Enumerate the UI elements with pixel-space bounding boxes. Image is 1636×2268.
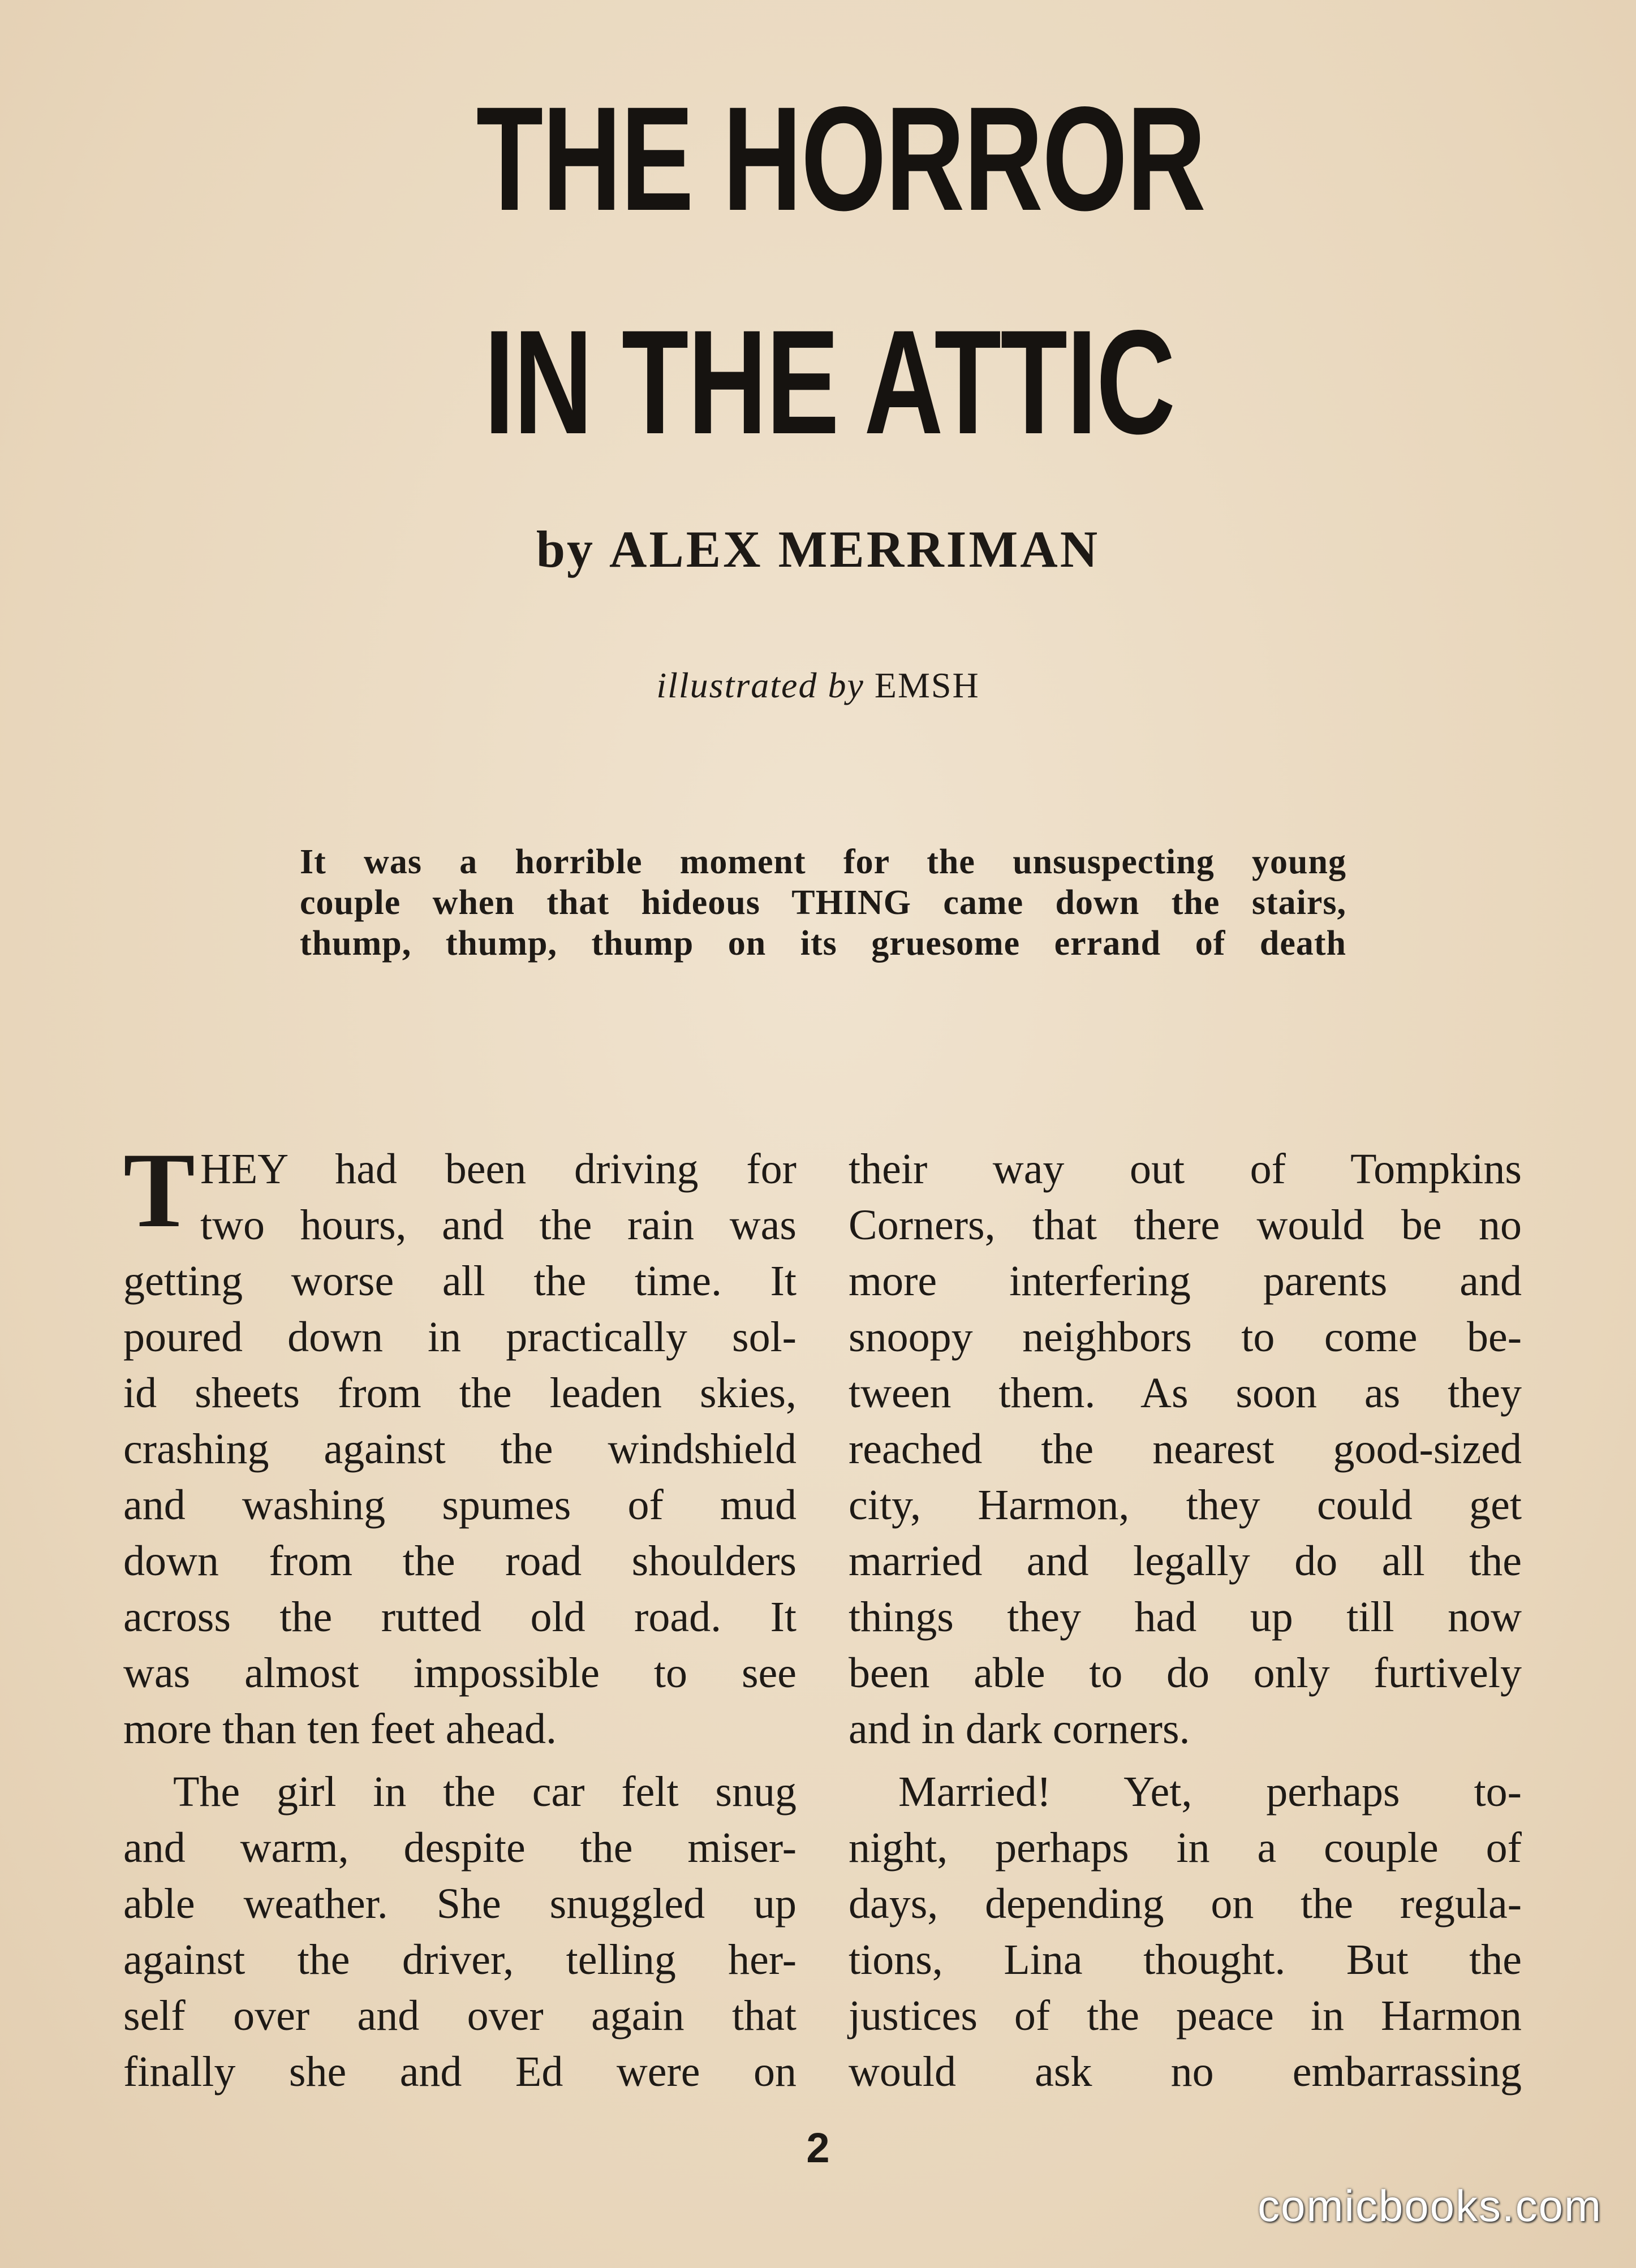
text-line: would ask no embarrassing <box>849 2048 1522 2095</box>
page-number: 2 <box>806 2124 830 2171</box>
text-line: poured down in practically sol- <box>123 1313 797 1361</box>
text-line: things they had up till now <box>849 1593 1522 1641</box>
text-line: across the rutted old road. It <box>123 1593 797 1641</box>
text-line: getting worse all the time. It <box>123 1257 797 1305</box>
text-line: more than ten feet ahead. <box>123 1705 557 1753</box>
text-line: more interfering parents and <box>849 1257 1522 1305</box>
text-line: two hours, and the rain was <box>200 1201 797 1249</box>
text-line: married and legally do all the <box>849 1537 1522 1585</box>
illustrator-label: illustrated by <box>656 665 864 705</box>
story-title-line-1: THE HORROR <box>476 76 1206 242</box>
author-name: ALEX MERRIMAN <box>609 520 1100 578</box>
blurb-line: thump, thump, thump on its gruesome errand of death <box>300 924 1346 963</box>
blurb-line: It was a horrible moment for the unsuspecting young <box>300 843 1346 881</box>
text-line: crashing against the windshield <box>123 1425 797 1473</box>
text-line: id sheets from the leaden skies, <box>123 1369 797 1417</box>
blurb-line: couple when that hideous THING came down the stairs, <box>300 883 1346 922</box>
site-watermark: comicbooks.com <box>1258 2181 1602 2231</box>
text-line: was almost impossible to see <box>123 1649 797 1697</box>
drop-cap: T <box>123 1131 195 1250</box>
text-column-left <box>123 1141 797 2100</box>
illustrator-name: EMSH <box>874 665 980 705</box>
text-line: and in dark corners. <box>849 1705 1190 1753</box>
text-line: tween them. As soon as they <box>849 1369 1522 1417</box>
text-line: snoopy neighbors to come be- <box>849 1313 1522 1361</box>
text-line: city, Harmon, they could get <box>849 1481 1522 1529</box>
story-title-line-2: IN THE ATTIC <box>484 299 1175 465</box>
byline-prefix: by <box>536 520 595 578</box>
text-line: able weather. She snuggled up <box>123 1880 797 1928</box>
text-line: Corners, that there would be no <box>849 1201 1522 1249</box>
text-line: finally she and Ed were on <box>123 2048 797 2095</box>
text-line: days, depending on the regula- <box>849 1880 1522 1928</box>
text-line: justices of the peace in Harmon <box>849 1992 1522 2040</box>
text-line: down from the road shoulders <box>123 1537 797 1585</box>
story-blurb <box>300 842 1346 964</box>
paragraph <box>123 1141 797 1253</box>
text-line: and washing spumes of mud <box>123 1481 797 1529</box>
text-line: against the driver, telling her- <box>123 1936 797 1984</box>
text-line: been able to do only furtively <box>849 1649 1522 1697</box>
text-line: Married! Yet, perhaps to- <box>898 1768 1522 1816</box>
text-line: HEY had been driving for <box>200 1145 797 1193</box>
text-line: and warm, despite the miser- <box>123 1824 797 1872</box>
text-line: reached the nearest good-sized <box>849 1425 1522 1473</box>
text-line: tions, Lina thought. But the <box>849 1936 1522 1984</box>
text-line: night, perhaps in a couple of <box>849 1824 1522 1872</box>
text-line: The girl in the car felt snug <box>173 1768 797 1816</box>
byline <box>0 519 1636 579</box>
text-column-right <box>849 1141 1522 2100</box>
text-line: self over and over again that <box>123 1992 797 2040</box>
illustrator-credit <box>0 665 1636 706</box>
text-line: their way out of Tompkins <box>849 1145 1522 1193</box>
